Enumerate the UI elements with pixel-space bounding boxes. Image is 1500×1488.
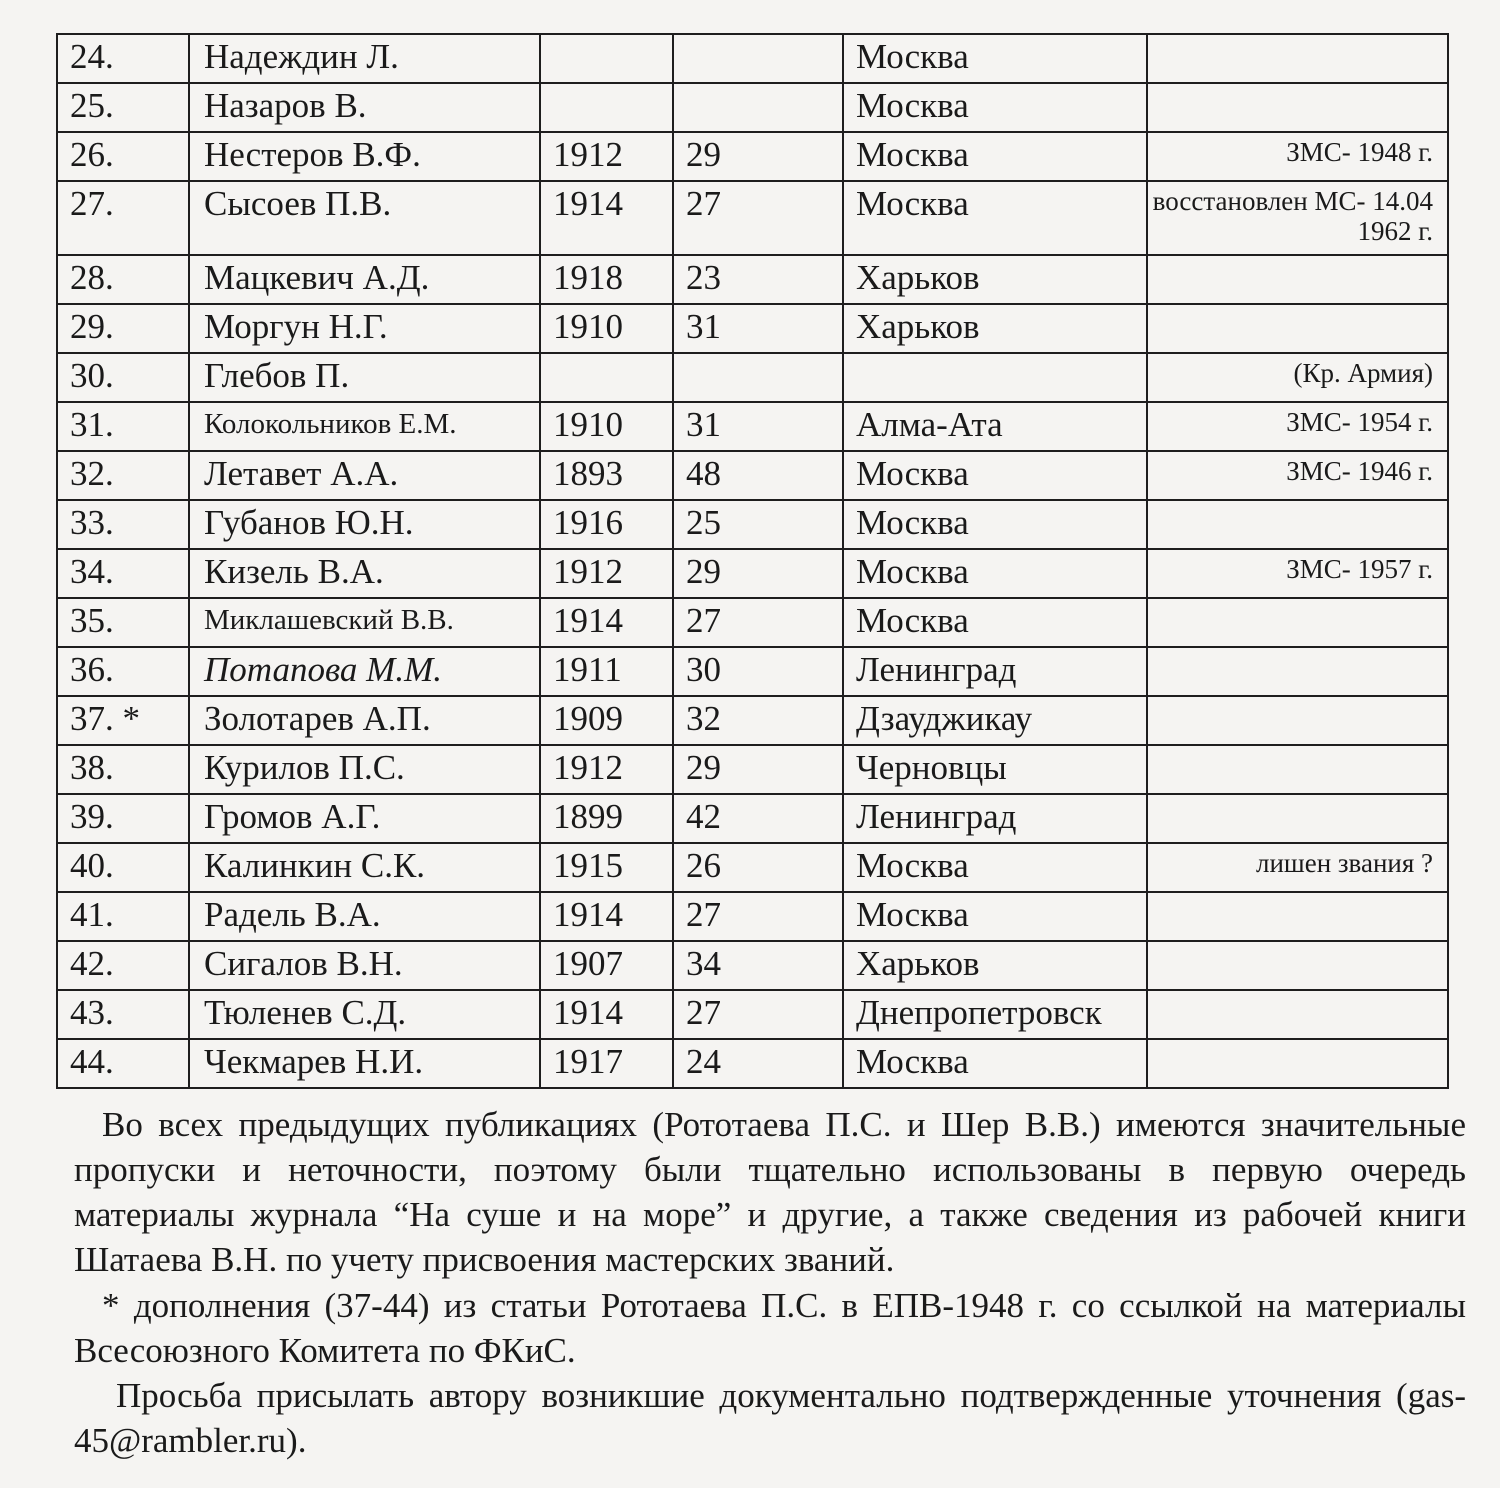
- city-cell: Москва: [843, 451, 1147, 500]
- birth-year-cell: [540, 353, 673, 402]
- table-row: [57, 696, 1448, 745]
- city-cell: Москва: [843, 1039, 1147, 1088]
- table-row: [57, 255, 1448, 304]
- table-row: [57, 990, 1448, 1039]
- table-row: [57, 892, 1448, 941]
- note-cell: [1147, 304, 1448, 353]
- row-number-cell: 26.: [57, 132, 189, 181]
- birth-year-cell: 1916: [540, 500, 673, 549]
- name-cell: Золотарев А.П.: [189, 696, 540, 745]
- row-number-cell: 28.: [57, 255, 189, 304]
- table-row: [57, 500, 1448, 549]
- name-cell: Назаров В.: [189, 83, 540, 132]
- name-cell: Сысоев П.В.: [189, 181, 540, 255]
- note-cell: ЗМС- 1954 г.: [1147, 402, 1448, 451]
- paragraph-request: Просьба присылать автору возникшие документально подтвержденные уточнения (gas-45@rambler.ru).: [74, 1376, 1466, 1460]
- city-cell: Москва: [843, 132, 1147, 181]
- city-cell: Ленинград: [843, 794, 1147, 843]
- name-cell: Миклашевский В.В.: [189, 598, 540, 647]
- age-cell: [673, 34, 843, 83]
- city-cell: Москва: [843, 500, 1147, 549]
- name-cell: Кизель В.А.: [189, 549, 540, 598]
- age-cell: 23: [673, 255, 843, 304]
- age-cell: 42: [673, 794, 843, 843]
- city-cell: Харьков: [843, 304, 1147, 353]
- row-number-cell: 39.: [57, 794, 189, 843]
- birth-year-cell: 1917: [540, 1039, 673, 1088]
- age-cell: 25: [673, 500, 843, 549]
- note-cell: [1147, 990, 1448, 1039]
- city-cell: [843, 353, 1147, 402]
- birth-year-cell: 1918: [540, 255, 673, 304]
- age-cell: 34: [673, 941, 843, 990]
- name-cell: Калинкин С.К.: [189, 843, 540, 892]
- age-cell: 27: [673, 598, 843, 647]
- age-cell: 27: [673, 892, 843, 941]
- age-cell: [673, 83, 843, 132]
- table-row: [57, 794, 1448, 843]
- birth-year-cell: 1910: [540, 304, 673, 353]
- note-cell: [1147, 255, 1448, 304]
- row-number-cell: 24.: [57, 34, 189, 83]
- row-number-cell: 38.: [57, 745, 189, 794]
- table-row: [57, 304, 1448, 353]
- note-cell: ЗМС- 1946 г.: [1147, 451, 1448, 500]
- table-row: [57, 647, 1448, 696]
- row-number-cell: 34.: [57, 549, 189, 598]
- birth-year-cell: 1893: [540, 451, 673, 500]
- birth-year-cell: [540, 34, 673, 83]
- table-row: [57, 549, 1448, 598]
- table-row: [57, 1039, 1448, 1088]
- note-cell: лишен звания ?: [1147, 843, 1448, 892]
- city-cell: Алма-Ата: [843, 402, 1147, 451]
- note-cell: (Кр. Армия): [1147, 353, 1448, 402]
- birth-year-cell: 1915: [540, 843, 673, 892]
- row-number-cell: 44.: [57, 1039, 189, 1088]
- city-cell: Дзауджикау: [843, 696, 1147, 745]
- note-cell: [1147, 647, 1448, 696]
- note-cell: [1147, 34, 1448, 83]
- paragraph-sources: Во всех предыдущих публикациях (Рототаева П.С. и Шер В.В.) имеются значительные пропуски и неточности, поэтому были тщательно использованы в первую очередь материалы журнала “На суше и на море” и другие, а также сведения из рабочей книги Шатаева В.Н. по учету присвоения мастерских званий.: [74, 1105, 1466, 1279]
- name-cell: Надеждин Л.: [189, 34, 540, 83]
- birth-year-cell: 1914: [540, 990, 673, 1039]
- birth-year-cell: [540, 83, 673, 132]
- city-cell: Черновцы: [843, 745, 1147, 794]
- note-cell: [1147, 892, 1448, 941]
- note-cell: ЗМС- 1957 г.: [1147, 549, 1448, 598]
- table-row: [57, 745, 1448, 794]
- row-number-cell: 40.: [57, 843, 189, 892]
- name-cell: Губанов Ю.Н.: [189, 500, 540, 549]
- name-cell: Колокольников Е.М.: [189, 402, 540, 451]
- row-number-cell: 43.: [57, 990, 189, 1039]
- table-row: [57, 132, 1448, 181]
- name-cell: Громов А.Г.: [189, 794, 540, 843]
- city-cell: Москва: [843, 34, 1147, 83]
- birth-year-cell: 1912: [540, 549, 673, 598]
- birth-year-cell: 1911: [540, 647, 673, 696]
- birth-year-cell: 1909: [540, 696, 673, 745]
- masters-table: [56, 33, 1449, 1089]
- name-cell: Глебов П.: [189, 353, 540, 402]
- age-cell: 48: [673, 451, 843, 500]
- row-number-cell: 42.: [57, 941, 189, 990]
- note-cell: восстановлен МС- 14.04 1962 г.: [1147, 181, 1448, 255]
- name-cell: Сигалов В.Н.: [189, 941, 540, 990]
- note-cell: [1147, 598, 1448, 647]
- age-cell: 29: [673, 745, 843, 794]
- row-number-cell: 41.: [57, 892, 189, 941]
- birth-year-cell: 1914: [540, 892, 673, 941]
- city-cell: Москва: [843, 843, 1147, 892]
- table-row: [57, 83, 1448, 132]
- city-cell: Москва: [843, 549, 1147, 598]
- table-row: [57, 402, 1448, 451]
- table-row: [57, 34, 1448, 83]
- name-cell: Тюленев С.Д.: [189, 990, 540, 1039]
- note-cell: [1147, 696, 1448, 745]
- age-cell: 27: [673, 181, 843, 255]
- row-number-cell: 27.: [57, 181, 189, 255]
- city-cell: Ленинград: [843, 647, 1147, 696]
- name-cell: Летавет А.А.: [189, 451, 540, 500]
- name-cell: Нестеров В.Ф.: [189, 132, 540, 181]
- row-number-cell: 37. *: [57, 696, 189, 745]
- birth-year-cell: 1914: [540, 181, 673, 255]
- note-cell: [1147, 1039, 1448, 1088]
- row-number-cell: 25.: [57, 83, 189, 132]
- age-cell: [673, 353, 843, 402]
- age-cell: 27: [673, 990, 843, 1039]
- name-cell: Потапова М.М.: [189, 647, 540, 696]
- row-number-cell: 32.: [57, 451, 189, 500]
- table-row: [57, 598, 1448, 647]
- note-cell: [1147, 794, 1448, 843]
- city-cell: Москва: [843, 598, 1147, 647]
- age-cell: 32: [673, 696, 843, 745]
- name-cell: Курилов П.С.: [189, 745, 540, 794]
- table-row: [57, 843, 1448, 892]
- table-row: [57, 451, 1448, 500]
- city-cell: Москва: [843, 892, 1147, 941]
- age-cell: 31: [673, 402, 843, 451]
- note-cell: [1147, 745, 1448, 794]
- age-cell: 29: [673, 132, 843, 181]
- city-cell: Харьков: [843, 255, 1147, 304]
- row-number-cell: 36.: [57, 647, 189, 696]
- birth-year-cell: 1907: [540, 941, 673, 990]
- row-number-cell: 35.: [57, 598, 189, 647]
- birth-year-cell: 1899: [540, 794, 673, 843]
- row-number-cell: 30.: [57, 353, 189, 402]
- city-cell: Харьков: [843, 941, 1147, 990]
- age-cell: 26: [673, 843, 843, 892]
- name-cell: Моргун Н.Г.: [189, 304, 540, 353]
- age-cell: 30: [673, 647, 843, 696]
- city-cell: Москва: [843, 83, 1147, 132]
- city-cell: Днепропетровск: [843, 990, 1147, 1039]
- note-cell: [1147, 83, 1448, 132]
- name-cell: Чекмарев Н.И.: [189, 1039, 540, 1088]
- note-cell: ЗМС- 1948 г.: [1147, 132, 1448, 181]
- age-cell: 31: [673, 304, 843, 353]
- birth-year-cell: 1912: [540, 745, 673, 794]
- city-cell: Москва: [843, 181, 1147, 255]
- age-cell: 24: [673, 1039, 843, 1088]
- table-row: [57, 353, 1448, 402]
- row-number-cell: 31.: [57, 402, 189, 451]
- table-row: [57, 941, 1448, 990]
- name-cell: Мацкевич А.Д.: [189, 255, 540, 304]
- birth-year-cell: 1912: [540, 132, 673, 181]
- row-number-cell: 29.: [57, 304, 189, 353]
- paragraph-additions-footnote: * дополнения (37-44) из статьи Рототаева П.С. в ЕПВ-1948 г. со ссылкой на материалы Всесоюзного Комитета по ФКиС.: [74, 1286, 1466, 1370]
- note-cell: [1147, 500, 1448, 549]
- birth-year-cell: 1914: [540, 598, 673, 647]
- birth-year-cell: 1910: [540, 402, 673, 451]
- name-cell: Радель В.А.: [189, 892, 540, 941]
- table-row: [57, 181, 1448, 255]
- row-number-cell: 33.: [57, 500, 189, 549]
- masters-table-body: [57, 34, 1448, 1088]
- note-cell: [1147, 941, 1448, 990]
- age-cell: 29: [673, 549, 843, 598]
